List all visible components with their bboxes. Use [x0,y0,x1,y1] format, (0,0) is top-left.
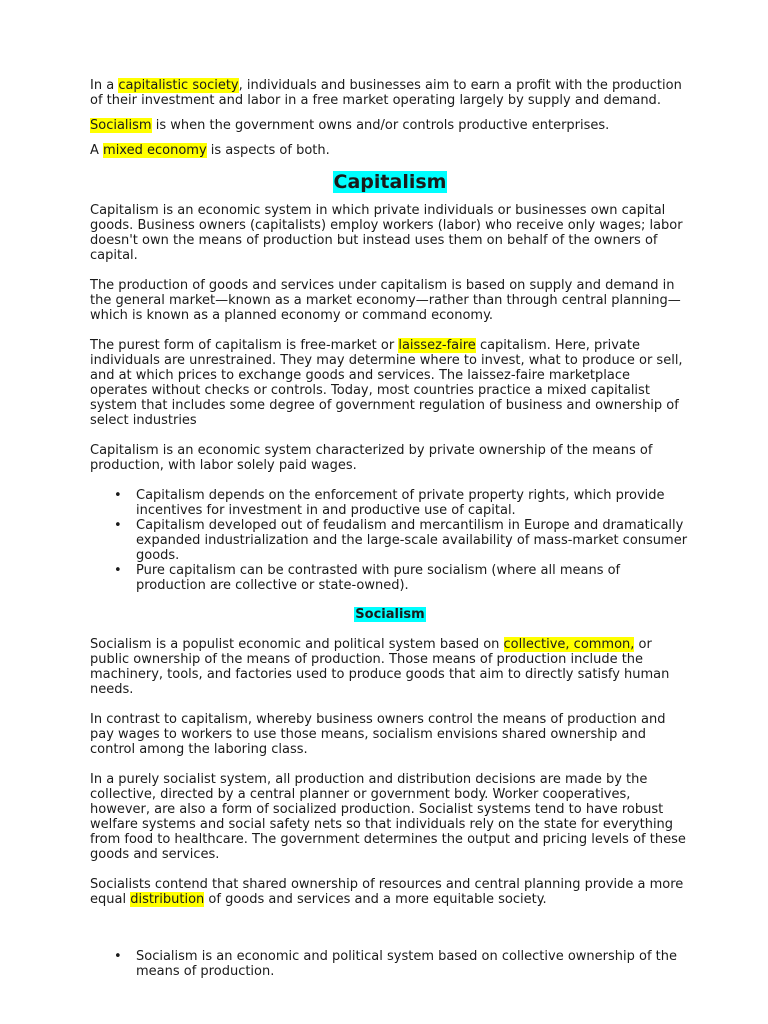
capitalism-paragraph-4: Capitalism is an economic system characterized by private ownership of the means of production, with labor solely paid wages. [90,443,653,473]
bullet-icon: • [114,488,122,503]
list-item: • Socialism is an economic and political system based on collective ownership of the means of production. [114,949,678,979]
intro-paragraph-socialism: Socialism is when the government owns and/or controls productive enterprises. [90,118,610,133]
intro-paragraph-mixed-economy: A mixed economy is aspects of both. [90,143,330,158]
list-item: • Capitalism depends on the enforcement of private property rights, which provide incentives for investment in and productive use of capital. [114,488,665,518]
highlight-laissez-faire: laissez-faire [398,338,476,353]
bullet-icon: • [114,563,122,578]
list-item: • Pure capitalism can be contrasted with pure socialism (where all means of production are collective or state-owned). [114,563,621,593]
highlight-mixed-economy: mixed economy [103,143,207,158]
intro-paragraph-capitalistic: In a capitalistic society, individuals and businesses aim to earn a profit with the production of their investment and labor in a free market operating largely by supply and demand. [90,78,682,108]
bullet-icon: • [114,518,122,533]
socialism-heading: Socialism [355,607,425,622]
socialism-bullet-list [90,949,690,979]
capitalism-bullet-list [90,488,690,593]
capitalism-paragraph-1: Capitalism is an economic system in which private individuals or businesses own capital goods. Business owners (capitalists) employ workers (labor) who receive only wages; labor doesn't own the means of production but instead uses them on behalf of the owners of capital. [90,203,683,263]
highlight-distribution: distribution [130,892,205,907]
socialism-paragraph-4: Socialists contend that shared ownership of resources and central planning provide a more equal distribution of goods and services and a more equitable society. [90,877,684,907]
socialism-paragraph-1: Socialism is a populist economic and political system based on collective, common, or public ownership of the means of production. Those means of production include the machinery, tools, and factories used to produce goods that aim to directly satisfy human needs. [90,637,670,697]
capitalism-heading: Capitalism [333,171,447,193]
list-item: • Capitalism developed out of feudalism and mercantilism in Europe and dramatically expanded industrialization and the large-scale availability of mass-market consumer goods. [114,518,688,563]
capitalism-paragraph-2: The production of goods and services under capitalism is based on supply and demand in the general market—known as a market economy—rather than through central planning—which is known as a planned economy or command economy. [90,278,681,323]
capitalism-paragraph-3: The purest form of capitalism is free-market or laissez-faire capitalism. Here, private individuals are unrestrained. They may determine where to invest, what to produce or sell, and at which prices to exchange goods and services. The laissez-faire marketplace operates without checks or controls. Today, most countries practice a mixed capitalist system that includes some degree of government regulation of business and ownership of select industries [90,338,683,428]
highlight-socialism: Socialism [90,118,152,133]
highlight-collective-common: collective, common, [503,637,635,652]
socialism-paragraph-3: In a purely socialist system, all production and distribution decisions are made by the collective, directed by a central planner or government body. Worker cooperatives, however, are also a form of socialized production. Socialist systems tend to have robust welfare systems and social safety nets so that individuals rely on the state for everything from food to healthcare. The government determines the output and pricing levels of these goods and services. [90,772,686,862]
socialism-paragraph-2: In contrast to capitalism, whereby business owners control the means of production and pay wages to workers to use those means, socialism envisions shared ownership and control among the laboring class. [90,712,666,757]
bullet-icon: • [114,949,122,964]
highlight-capitalistic-society: capitalistic society [118,78,239,93]
document-body [90,78,690,979]
